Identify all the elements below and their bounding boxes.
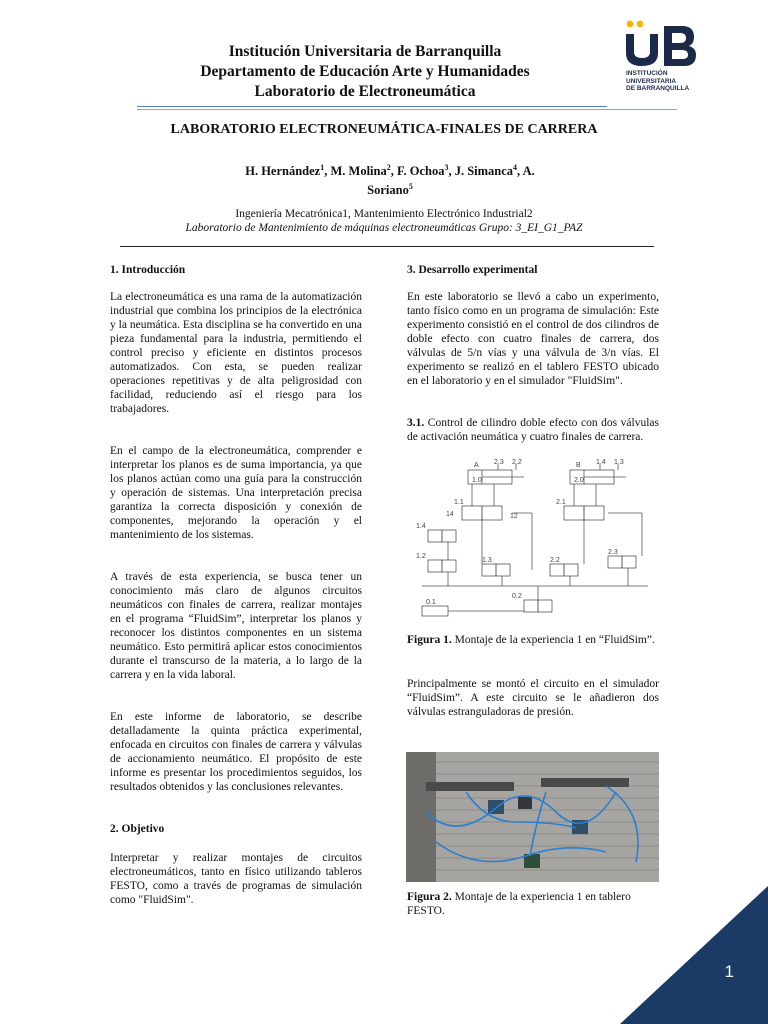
- section-heading-development: 3. Desarrollo experimental: [407, 264, 538, 276]
- cylinder-photo-2: [541, 778, 629, 787]
- page-corner-triangle: [620, 886, 768, 1024]
- svg-text:1.4: 1.4: [416, 523, 426, 530]
- svg-text:1.2: 1.2: [416, 553, 426, 560]
- valve-2-1: [564, 506, 584, 520]
- figure-2-caption: Figura 2. Montaje de la experiencia 1 en tablero FESTO.: [407, 891, 631, 917]
- institution-name: Institución Universitaria de Barranquilla: [228, 43, 502, 60]
- valve-1-3: [482, 564, 496, 576]
- svg-text:12: 12: [510, 513, 518, 520]
- intro-paragraph-1: La electroneumática es una rama de la automatización industrial que combina los principios de la electrónica y la neumática. Esta disciplina se ha convertido en una pieza fundamental para la industria, permitiendo el control preciso y eficiente en distintos procesos automatizados. Con esta, se pueden realizar operaciones repetitivas y de alta peligrosidad con facilidad, reduciendo así el riesgo para los trabajadores.: [110, 291, 362, 415]
- svg-text:1.3: 1.3: [614, 459, 624, 466]
- figure-2-festo-board-photo: [406, 752, 659, 882]
- intro-paragraph-3: A través de esta experiencia, se busca tener un conocimiento más claro de algunos circuitos neumáticos con finales de carrera, realizar montajes en el programa “FluidSim”, interpretar los planos y reconocer los distintos componentes en un sistema neumático. Esto permitirá aplicar estos conocimientos durante el transcurso de la materia, a lo largo de la carrera y en la vida laboral.: [110, 571, 362, 681]
- valve-1-1: [462, 506, 482, 520]
- svg-text:1.4: 1.4: [596, 459, 606, 466]
- title-separator: [120, 246, 654, 247]
- logo-letter-b: [664, 26, 696, 66]
- header-rule-blue: [137, 106, 607, 107]
- svg-text:2.2: 2.2: [512, 459, 522, 466]
- affiliation: Ingeniería Mecatrónica1, Mantenimiento Electrónico Industrial2 Laboratorio de Mantenimiento de máquinas electroneumáticas Grupo: 3_EI_G1_PAZ: [185, 208, 583, 234]
- svg-text:0.2: 0.2: [512, 593, 522, 600]
- valve-0-2: [524, 600, 538, 612]
- valve-1-4: [428, 530, 442, 542]
- svg-text:2.0: 2.0: [574, 477, 584, 484]
- subsection-3-1: 3.1. Control de cilindro doble efecto con dos válvulas de activación neumática y cuatro finales de carrera.: [407, 417, 659, 443]
- svg-text:B: B: [576, 462, 581, 469]
- svg-text:2.3: 2.3: [494, 459, 504, 466]
- logo-caption: INSTITUCIÓN UNIVERSITARIA DE BARRANQUILLA: [626, 70, 690, 92]
- section-heading-intro: 1. Introducción: [110, 264, 186, 276]
- svg-text:2.3: 2.3: [608, 549, 618, 556]
- figure-1-caption: Figura 1. Montaje de la experiencia 1 en “FluidSim”.: [407, 634, 655, 646]
- source-0-1: [422, 606, 448, 616]
- svg-text:1.3: 1.3: [482, 557, 492, 564]
- simulation-paragraph: Principalmente se montó el circuito en el simulador “FluidSim”. A este circuito se le añadieron dos válvulas estranguladoras de presión.: [407, 678, 659, 718]
- valve-1-2: [428, 560, 442, 572]
- laboratory-name: Laboratorio de Electroneumática: [254, 83, 476, 100]
- department-name: Departamento de Educación Arte y Humanidades: [200, 63, 530, 80]
- page-number: 1: [724, 962, 734, 981]
- section-heading-objective: 2. Objetivo: [110, 823, 165, 835]
- author-list: H. Hernández$^1$, M. Molina$^2$, F. Ochoa$^3$, J. Simanca$^4$, A. Soriano$^5$: [245, 163, 535, 198]
- objective-paragraph: Interpretar y realizar montajes de circuitos electroneumáticos, tanto en físico utilizando tableros FESTO, como a través de programas de simulación como "FluidSim".: [110, 852, 362, 906]
- svg-text:2.1: 2.1: [556, 499, 566, 506]
- svg-text:1.1: 1.1: [454, 499, 464, 506]
- valve-2-3: [608, 556, 622, 568]
- svg-text:2.2: 2.2: [550, 557, 560, 564]
- logo-dot-right: [637, 21, 644, 28]
- valve-2-2: [550, 564, 564, 576]
- svg-text:A: A: [474, 462, 479, 469]
- intro-paragraph-2: En el campo de la electroneumática, comprender e interpretar los planos es de suma importancia, ya que los planos actúan como una guía para la construcción y operación de sistemas. Una interpretación precisa garantiza la correcta disposición y conexión de componentes, mejorando la operación y el mantenimiento de los sistemas.: [110, 445, 362, 541]
- logo-dot-left: [627, 21, 634, 28]
- development-paragraph: En este laboratorio se llevó a cabo un experimento, tanto físico como en un programa de simulación: Este experimento consistió en el control de dos cilindros de doble efecto con cuatro finales de carrera, dos válvulas de 5/n vías y una válvula de 3/n vías. El experimento se realizó en el tablero FESTO ubicado en el laboratorio y en el simulador "FluidSim".: [407, 291, 659, 387]
- figure-1-pneumatic-schematic: [412, 458, 658, 628]
- logo-letter-u: [626, 34, 658, 66]
- intro-paragraph-4: En este informe de laboratorio, se describe detalladamente la quinta práctica experimental, enfocada en circuitos con finales de carrera y válvulas de accionamiento neumático. El propósito de este informe es presentar los procedimientos seguidos, los resultados obtenidos y las conclusiones relevantes.: [110, 711, 362, 793]
- svg-text:1.0: 1.0: [472, 477, 482, 484]
- header-rule-grey: [137, 109, 677, 110]
- svg-text:14: 14: [446, 511, 454, 518]
- paper-title: LABORATORIO ELECTRONEUMÁTICA-FINALES DE CARRERA: [170, 122, 598, 137]
- valve-photo-2: [518, 797, 532, 809]
- svg-text:0.1: 0.1: [426, 599, 436, 606]
- cylinder-photo-1: [426, 782, 514, 791]
